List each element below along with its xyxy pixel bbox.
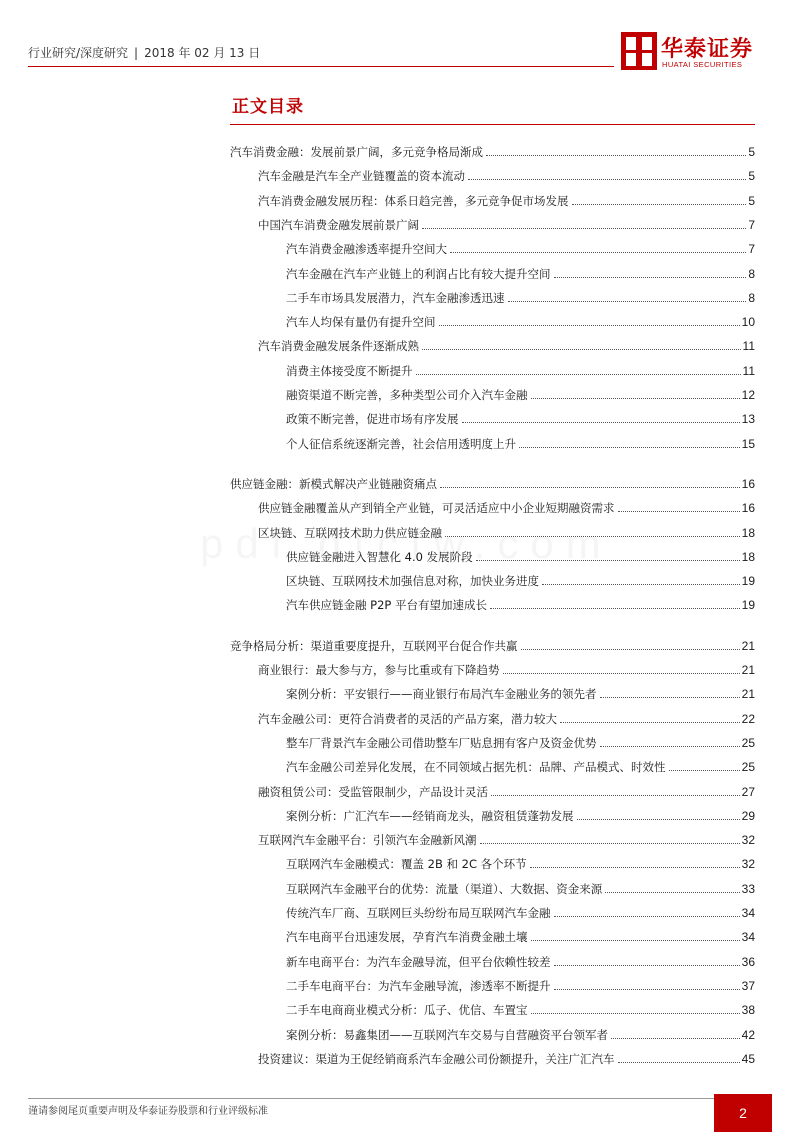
toc-leader-dots bbox=[572, 204, 747, 205]
toc-entry-level-3[interactable] bbox=[286, 406, 755, 426]
toc-entry-title: 投资建议：渠道为王促经销商系汽车金融公司份额提升，关注广汇汽车 bbox=[258, 1051, 615, 1066]
toc-entry-page: 21 bbox=[741, 663, 755, 677]
toc-entry-title: 案例分析：广汇汽车——经销商龙头，融资租赁蓬勃发展 bbox=[286, 808, 574, 823]
toc-entry-title: 汽车人均保有量仍有提升空间 bbox=[286, 315, 436, 330]
toc-entry-page: 19 bbox=[741, 598, 755, 613]
toc-leader-dots bbox=[600, 697, 740, 698]
toc-entry-page: 36 bbox=[741, 954, 755, 969]
toc-entry-page: 7 bbox=[748, 217, 755, 232]
toc-leader-dots bbox=[440, 487, 740, 488]
toc-leader-dots bbox=[554, 989, 740, 990]
toc-title: 正文目录 bbox=[232, 97, 304, 117]
toc-entry-page: 11 bbox=[742, 339, 755, 354]
toc-entry-page: 16 bbox=[741, 476, 755, 491]
report-category: 行业研究/深度研究 bbox=[28, 46, 129, 60]
toc-entry-level-3[interactable] bbox=[286, 592, 755, 612]
logo-name-en: HUATAI SECURITIES bbox=[662, 60, 743, 69]
toc-entry-page: 16 bbox=[741, 501, 755, 516]
toc-leader-dots bbox=[554, 965, 740, 966]
toc-entry-page: 38 bbox=[741, 1003, 755, 1018]
toc-entry-title: 汽车消费金融：发展前景广阔，多元竞争格局渐成 bbox=[230, 145, 483, 159]
toc-entry-page: 5 bbox=[748, 193, 755, 208]
toc-entry-page: 25 bbox=[741, 760, 755, 775]
toc-leader-dots bbox=[468, 179, 746, 180]
toc-entry-title: 供应链金融进入智慧化 4.0 发展阶段 bbox=[286, 549, 473, 564]
toc-entry-page: 34 bbox=[741, 930, 755, 945]
toc-entry-level-2[interactable] bbox=[258, 779, 755, 799]
toc-entry-level-3[interactable] bbox=[286, 1022, 755, 1042]
toc-leader-dots bbox=[480, 843, 740, 844]
toc-entry-level-1[interactable] bbox=[230, 633, 755, 653]
toc-entry-page: 18 bbox=[741, 549, 755, 564]
toc-entry-title: 汽车供应链金融 P2P 平台有望加速成长 bbox=[286, 598, 487, 613]
toc-leader-dots bbox=[490, 608, 740, 609]
toc-entry-page: 7 bbox=[748, 242, 755, 257]
toc-title-rule bbox=[230, 124, 755, 125]
toc-leader-dots bbox=[531, 940, 740, 941]
toc-entry-page: 37 bbox=[741, 978, 755, 993]
toc-entry-title: 汽车消费金融发展历程：体系日趋完善，多元竞争促市场发展 bbox=[258, 193, 569, 208]
toc-entry-level-2[interactable] bbox=[258, 827, 755, 847]
toc-entry-level-2[interactable] bbox=[258, 706, 755, 726]
toc-leader-dots bbox=[422, 228, 746, 229]
toc-entry-level-3[interactable] bbox=[286, 544, 755, 564]
report-date: 2018 年 02 月 13 日 bbox=[144, 46, 261, 60]
toc-entry-level-3[interactable] bbox=[286, 568, 755, 588]
toc-entry-title: 区块链、互联网技术助力供应链金融 bbox=[258, 525, 442, 540]
toc-leader-dots bbox=[618, 511, 740, 512]
toc-entry-level-3[interactable] bbox=[286, 973, 755, 993]
toc-leader-dots bbox=[605, 892, 739, 893]
toc-entry-title: 商业银行：最大参与方，参与比重或有下降趋势 bbox=[258, 663, 500, 677]
toc-leader-dots bbox=[486, 155, 746, 156]
toc-entry-page: 12 bbox=[741, 388, 755, 402]
toc-leader-dots bbox=[611, 1038, 740, 1039]
toc-entry-title: 案例分析：易鑫集团——互联网汽车交易与自营融资平台领军者 bbox=[286, 1027, 608, 1042]
toc-leader-dots bbox=[554, 277, 747, 278]
toc-entry-level-3[interactable] bbox=[286, 261, 755, 281]
toc-entry-title: 汽车金融公司差异化发展，在不同领域占据先机：品牌、产品模式、时效性 bbox=[286, 760, 666, 775]
toc-leader-dots bbox=[542, 584, 740, 585]
toc-entry-page: 5 bbox=[748, 169, 755, 184]
toc-entry-level-3[interactable] bbox=[286, 236, 755, 256]
toc-entry-level-3[interactable] bbox=[286, 358, 755, 378]
toc-entry-title: 汽车金融是汽车全产业链覆盖的资本流动 bbox=[258, 169, 465, 184]
huatai-logo-icon bbox=[621, 30, 657, 72]
footer-disclaimer: 谨请参阅尾页重要声明及华泰证券股票和行业评级标准 bbox=[28, 1106, 268, 1117]
toc-leader-dots bbox=[416, 374, 741, 375]
toc-leader-dots bbox=[450, 252, 746, 253]
toc-entry-page: 29 bbox=[741, 808, 755, 823]
toc-entry-level-2[interactable] bbox=[258, 495, 755, 515]
logo-name-cn: 华泰证券 bbox=[661, 37, 754, 62]
toc-leader-dots bbox=[600, 746, 740, 747]
toc-entry-title: 互联网汽车金融平台：引领汽车金融新风潮 bbox=[258, 833, 477, 848]
toc-leader-dots bbox=[669, 770, 740, 771]
toc-entry-title: 二手车市场具发展潜力，汽车金融渗透迅速 bbox=[286, 290, 505, 305]
toc-entry-level-1[interactable] bbox=[230, 139, 755, 159]
toc-leader-dots bbox=[554, 916, 740, 917]
toc-entry-level-3[interactable] bbox=[286, 949, 755, 969]
toc-entry-page: 27 bbox=[741, 784, 755, 799]
toc-entry-page: 34 bbox=[741, 906, 755, 920]
toc-entry-level-3[interactable] bbox=[286, 900, 755, 920]
toc-entry-level-2[interactable] bbox=[258, 163, 755, 183]
toc-entry-level-3[interactable] bbox=[286, 309, 755, 329]
toc-entry-title: 个人征信系统逐渐完善，社会信用透明度上升 bbox=[286, 436, 516, 451]
toc-leader-dots bbox=[577, 819, 740, 820]
toc-entry-page: 22 bbox=[741, 711, 755, 726]
toc-leader-dots bbox=[445, 536, 740, 537]
toc-entry-level-3[interactable] bbox=[286, 431, 755, 451]
toc-entry-level-3[interactable] bbox=[286, 382, 755, 402]
toc-entry-level-2[interactable] bbox=[258, 1046, 755, 1066]
toc-leader-dots bbox=[422, 349, 741, 350]
toc-entry-title: 汽车电商平台迅速发展，孕育汽车消费金融土壤 bbox=[286, 930, 528, 945]
toc-entry-level-2[interactable] bbox=[258, 188, 755, 208]
toc-entry-level-2[interactable] bbox=[258, 333, 755, 353]
toc-entry-title: 二手车电商平台：为汽车金融导流，渗透率不断提升 bbox=[286, 978, 551, 993]
toc-entry-page: 21 bbox=[741, 687, 755, 702]
huatai-logo bbox=[621, 30, 781, 74]
toc-leader-dots bbox=[531, 398, 740, 399]
toc-leader-dots bbox=[462, 422, 740, 423]
report-header bbox=[28, 44, 260, 61]
toc-leader-dots bbox=[491, 795, 740, 796]
toc-entry-title: 新车电商平台：为汽车金融导流，但平台依赖性较差 bbox=[286, 954, 551, 969]
toc-entry-page: 32 bbox=[741, 857, 755, 872]
toc-entry-title: 汽车消费金融渗透率提升空间大 bbox=[286, 242, 447, 257]
header-rule bbox=[28, 66, 614, 67]
toc-leader-dots bbox=[560, 722, 740, 723]
toc-entry-title: 汽车消费金融发展条件逐渐成熟 bbox=[258, 339, 419, 354]
toc-entry-title: 供应链金融：新模式解决产业链融资痛点 bbox=[230, 476, 437, 491]
toc-leader-dots bbox=[476, 560, 740, 561]
toc-entry-title: 案例分析：平安银行——商业银行布局汽车金融业务的领先者 bbox=[286, 687, 597, 702]
toc-entry-level-2[interactable] bbox=[258, 520, 755, 540]
toc-entry-page: 18 bbox=[741, 525, 755, 540]
toc-leader-dots bbox=[519, 447, 740, 448]
toc-entry-title: 互联网汽车金融模式：覆盖 2B 和 2C 各个环节 bbox=[286, 857, 527, 872]
toc-entry-level-3[interactable] bbox=[286, 924, 755, 944]
toc-entry-level-1[interactable] bbox=[230, 471, 755, 491]
toc-leader-dots bbox=[521, 649, 740, 650]
toc-entry-page: 11 bbox=[742, 363, 755, 378]
toc-entry-title: 区块链、互联网技术加强信息对称，加快业务进度 bbox=[286, 574, 539, 589]
toc-entry-title: 消费主体接受度不断提升 bbox=[286, 363, 413, 378]
toc-entry-level-3[interactable] bbox=[286, 681, 755, 701]
toc-entry-level-3[interactable] bbox=[286, 997, 755, 1017]
toc-entry-level-2[interactable] bbox=[258, 657, 755, 677]
toc-entry-title: 汽车金融公司：更符合消费者的灵活的产品方案，潜力较大 bbox=[258, 711, 557, 726]
toc-entry-title: 融资租赁公司：受监管限制少，产品设计灵活 bbox=[258, 784, 488, 799]
toc-entry-level-3[interactable] bbox=[286, 851, 755, 871]
toc-entry-title: 二手车电商商业模式分析：瓜子、优信、车置宝 bbox=[286, 1003, 528, 1018]
toc-leader-dots bbox=[531, 1013, 740, 1014]
toc-entry-level-3[interactable] bbox=[286, 754, 755, 774]
toc-entry-page: 13 bbox=[741, 412, 755, 427]
toc-entry-title: 汽车金融在汽车产业链上的利润占比有较大提升空间 bbox=[286, 266, 551, 281]
toc-entry-title: 中国汽车消费金融发展前景广阔 bbox=[258, 217, 419, 232]
toc-entry-page: 19 bbox=[741, 574, 755, 589]
toc-entry-title: 整车厂背景汽车金融公司借助整车厂贴息拥有客户及资金优势 bbox=[286, 735, 597, 750]
toc-entry-title: 融资渠道不断完善，多种类型公司介入汽车金融 bbox=[286, 388, 528, 402]
header-separator: | bbox=[134, 46, 139, 60]
toc-entry-title: 互联网汽车金融平台的优势：流量（渠道）、大数据、资金来源 bbox=[286, 881, 603, 896]
toc-entry-level-3[interactable] bbox=[286, 730, 755, 750]
toc-leader-dots bbox=[508, 301, 747, 302]
toc-leader-dots bbox=[503, 673, 740, 674]
toc-entry-page: 42 bbox=[741, 1027, 755, 1042]
footer-rule bbox=[28, 1098, 714, 1099]
toc-entry-title: 政策不断完善，促进市场有序发展 bbox=[286, 412, 459, 427]
toc-entry-page: 25 bbox=[741, 735, 755, 750]
toc-entry-page: 45 bbox=[741, 1051, 755, 1066]
toc-leader-dots bbox=[439, 325, 740, 326]
page-number: 2 bbox=[714, 1094, 772, 1132]
toc-leader-dots bbox=[618, 1062, 740, 1063]
toc-entry-page: 15 bbox=[741, 436, 755, 451]
toc-entry-title: 供应链金融覆盖从产到销全产业链，可灵活适应中小企业短期融资需求 bbox=[258, 501, 615, 516]
toc-entry-level-2[interactable] bbox=[258, 212, 755, 232]
toc-entry-page: 8 bbox=[748, 290, 755, 305]
toc-entry-page: 33 bbox=[741, 881, 755, 896]
toc-entry-page: 8 bbox=[748, 266, 755, 281]
toc-entry-level-3[interactable] bbox=[286, 876, 755, 896]
toc-entry-page: 21 bbox=[741, 638, 755, 653]
toc-entry-level-3[interactable] bbox=[286, 285, 755, 305]
toc-entry-title: 传统汽车厂商、互联网巨头纷纷布局互联网汽车金融 bbox=[286, 906, 551, 920]
toc-entry-page: 10 bbox=[741, 315, 755, 330]
toc-leader-dots bbox=[530, 867, 740, 868]
toc-entry-page: 32 bbox=[741, 833, 755, 848]
toc-entry-title: 竞争格局分析：渠道重要度提升，互联网平台促合作共赢 bbox=[230, 638, 518, 653]
toc-entry-level-3[interactable] bbox=[286, 803, 755, 823]
toc-entry-page: 5 bbox=[748, 145, 755, 159]
